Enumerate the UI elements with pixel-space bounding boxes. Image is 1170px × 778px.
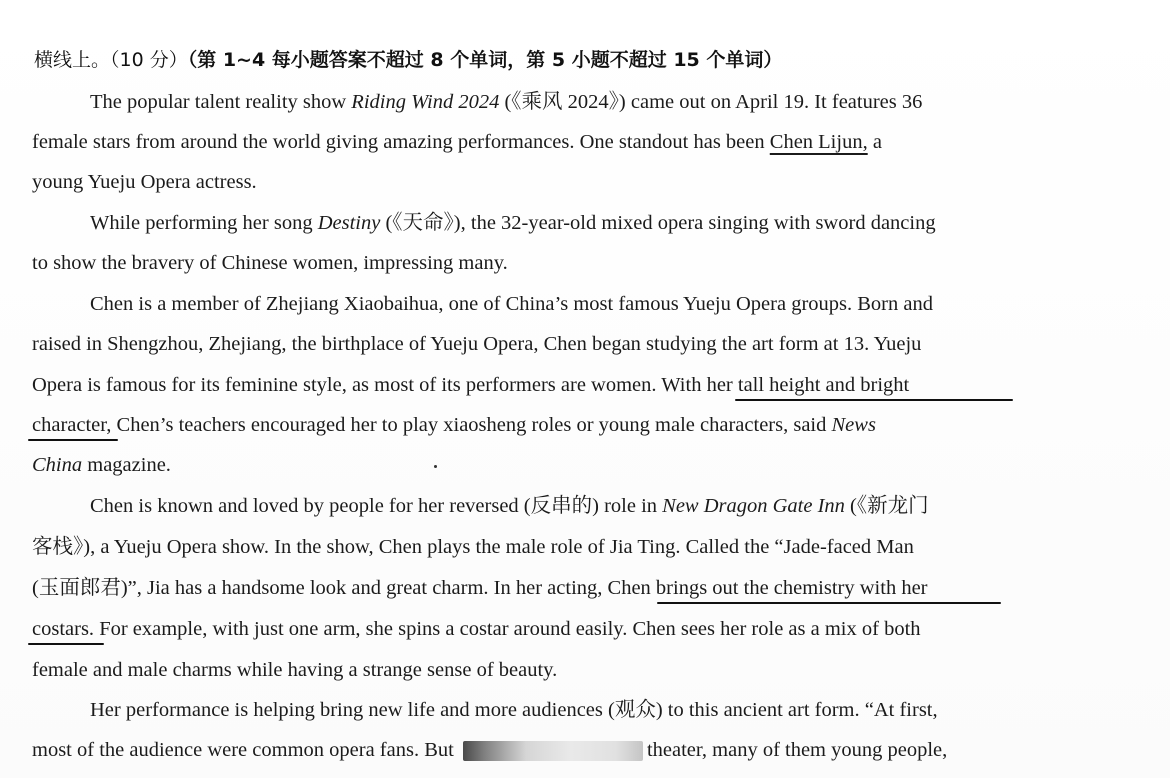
p4-line-5	[32, 658, 557, 682]
p5-text: most of the audience were common opera fans. But	[32, 739, 459, 761]
p3-text: Chen is a member of Zhejiang Xiaobaihua, one of China’s most famous Yueju Opera groups. Born and	[90, 293, 933, 315]
p1-line-1	[90, 90, 922, 114]
underlined-costars: costars.	[32, 618, 95, 640]
p2-text: (《天命》), the 32-year-old mixed opera singing with sword dancing	[380, 212, 936, 234]
p4-line-4	[32, 617, 921, 641]
p4-text: For example, with just one arm, she spins a costar around easily. Chen sees her role as a mix of both	[94, 618, 921, 640]
underline-mark	[28, 439, 118, 441]
p3-text: raised in Shengzhou, Zhejiang, the birthplace of Yueju Opera, Chen began studying the art form at 13. Yueju	[32, 333, 922, 355]
p5-text: Her performance is helping bring new life and more audiences (观众) to this ancient art form. “At first,	[90, 699, 938, 721]
song-title: Destiny	[317, 212, 381, 234]
magazine-name: China	[32, 454, 83, 476]
p1-text: The popular talent reality show	[90, 91, 352, 113]
p1-text: female stars from around the world giving amazing performances. One standout has been	[32, 131, 770, 153]
p2-line-2	[32, 251, 508, 275]
p4-line-3	[32, 576, 928, 600]
p3-line-5	[32, 453, 171, 477]
instruction-word-limit: （第 1~4 每小题答案不超过 8 个单词，第 5 小题不超过 15 个单词）	[187, 49, 783, 71]
p2-text: While performing her song	[90, 212, 318, 234]
p4-line-2	[32, 535, 914, 559]
underlined-character: character,	[32, 414, 112, 436]
watermark-redaction	[463, 741, 643, 761]
underlined-chen-lijun: Chen Lijun,	[769, 131, 868, 153]
underlined-chemistry: Chen brings out the chemistry with her	[607, 577, 928, 599]
p5-line-2	[32, 738, 947, 762]
underline-mark	[735, 399, 1013, 401]
p3-line-2	[32, 332, 921, 356]
p5-line-1	[90, 698, 938, 722]
p3-text: Chen’s teachers encouraged her to play xiaosheng roles or young male characters, said	[111, 414, 832, 436]
p4-line-1	[90, 494, 929, 518]
p4-text: (《新龙门	[844, 495, 929, 517]
p2-line-1	[90, 211, 936, 235]
p3-text: magazine.	[82, 454, 171, 476]
p3-line-3	[32, 373, 909, 397]
p1-line-3	[32, 170, 257, 194]
p4-text: (玉面郎君)”, Jia has a handsome look and great charm. In her acting,	[32, 577, 608, 599]
p4-text: female and male charms while having a strange sense of beauty.	[32, 659, 558, 681]
p1-text: young Yueju Opera actress.	[32, 171, 257, 193]
speck	[434, 465, 437, 468]
show-title: New Dragon Gate Inn	[662, 495, 845, 517]
p5-text: theater, many of them young people,	[646, 739, 948, 761]
underline-mark	[657, 602, 1001, 604]
p4-text: 客栈》), a Yueju Opera show. In the show, Chen plays the male role of Jia Ting. Called the “Jade-faced Man	[32, 536, 914, 558]
p1-text: a	[867, 131, 882, 153]
show-title: Riding Wind 2024	[351, 91, 500, 113]
p4-text: Chen is known and loved by people for her reversed (反串的) role in	[90, 495, 663, 517]
instruction-lead: 横线上。（10 分）	[34, 49, 188, 71]
magazine-name: News	[831, 414, 876, 436]
p3-text: Opera is famous for its feminine style, as most of its performers are women.	[32, 374, 662, 396]
p1-text: (《乘风 2024》) came out on April 19. It features 36	[499, 91, 923, 113]
underline-mark	[28, 643, 104, 645]
p1-line-2	[32, 130, 882, 154]
p3-line-1	[90, 292, 933, 316]
p2-text: to show the bravery of Chinese women, impressing many.	[32, 252, 508, 274]
p3-line-4	[32, 413, 876, 437]
question-instruction	[34, 48, 782, 72]
underlined-tall-height: With her tall height and bright	[661, 374, 910, 396]
